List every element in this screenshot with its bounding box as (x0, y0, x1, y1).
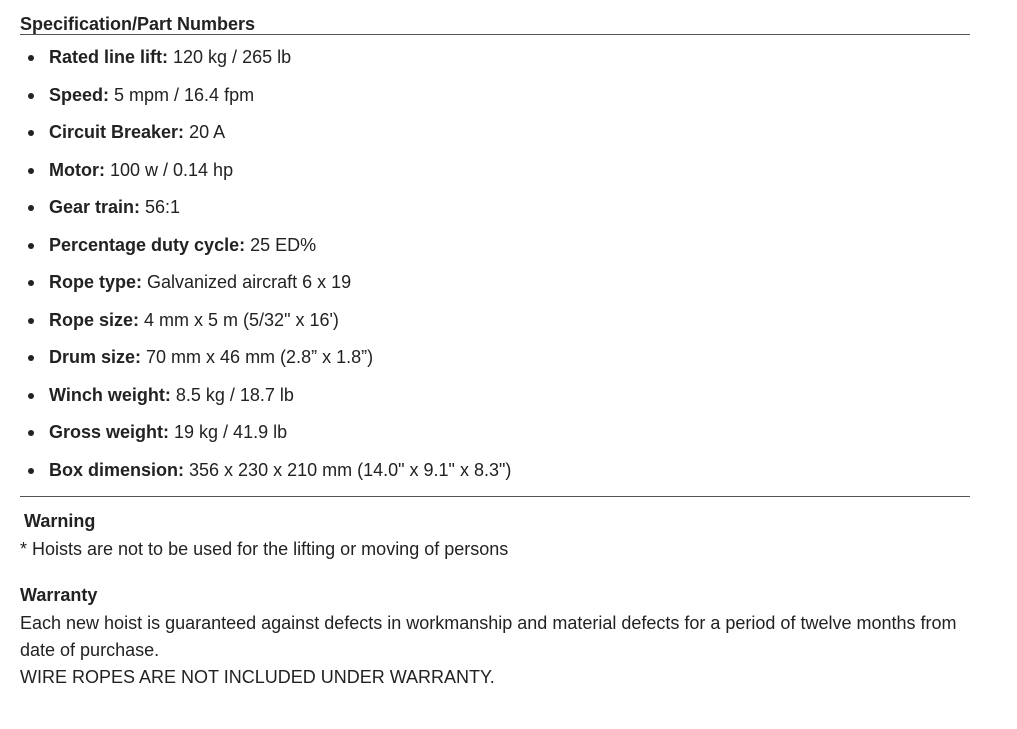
bullet-icon (28, 168, 34, 174)
warranty-note: WIRE ROPES ARE NOT INCLUDED UNDER WARRANTY. (20, 667, 495, 687)
spec-item-rated-line-lift (20, 39, 970, 77)
bullet-icon (28, 205, 34, 211)
product-details (20, 0, 970, 691)
spec-item-speed (20, 77, 970, 115)
warning-heading: Warning (24, 511, 96, 531)
bullet-icon (28, 55, 34, 61)
warning-text: * Hoists are not to be used for the lifting or moving of persons (20, 539, 509, 559)
spec-item-duty-cycle (20, 227, 970, 265)
spec-item-motor (20, 152, 970, 190)
spec-key: Drum size: (49, 347, 142, 367)
spec-key: Gross weight: (49, 422, 170, 442)
bullet-icon (28, 355, 34, 361)
spec-value: 70 mm x 46 mm (2.8” x 1.8”) (141, 347, 374, 367)
bullet-icon (28, 280, 34, 286)
spec-value: 120 kg / 265 lb (168, 47, 292, 67)
spec-key: Circuit Breaker: (49, 122, 185, 142)
spec-item-winch-weight (20, 377, 970, 415)
spec-key: Winch weight: (49, 384, 171, 405)
bullet-icon (28, 130, 34, 136)
bullet-icon (28, 243, 34, 249)
bullet-icon (28, 393, 34, 399)
spec-key: Speed: (49, 84, 110, 105)
bottom-divider (20, 496, 970, 497)
spec-value: 56:1 (140, 197, 181, 217)
spec-value: 5 mpm / 16.4 fpm (109, 84, 255, 105)
spec-key: Gear train: (49, 197, 141, 217)
spec-section-title: Specification/Part Numbers (20, 14, 256, 34)
spec-value: 19 kg / 41.9 lb (169, 422, 288, 442)
spec-key: Rated line lift: (49, 47, 169, 67)
spec-key: Box dimension: (49, 459, 185, 480)
spec-item-box-dimension (20, 452, 970, 490)
warranty-text: Each new hoist is guaranteed against defects in workmanship and material defects for a period of twelve months from date of purchase. (20, 613, 957, 660)
spec-item-gross-weight (20, 414, 970, 452)
spec-key: Rope type: (49, 272, 143, 292)
bullet-icon (28, 468, 34, 474)
spec-value: 8.5 kg / 18.7 lb (170, 384, 294, 405)
spec-value: 356 x 230 x 210 mm (14.0" x 9.1" x 8.3") (184, 459, 512, 480)
spec-value: 25 ED% (245, 234, 317, 255)
spec-item-drum-size (20, 339, 970, 377)
spec-item-circuit-breaker (20, 114, 970, 152)
spec-list (20, 35, 970, 489)
spec-item-rope-size (20, 302, 970, 340)
spec-value: 4 mm x 5 m (5/32" x 16') (139, 309, 339, 330)
bullet-icon (28, 318, 34, 324)
spec-item-rope-type (20, 264, 970, 302)
spec-value: Galvanized aircraft 6 x 19 (142, 272, 352, 292)
spec-value: 100 w / 0.14 hp (104, 159, 234, 180)
spec-item-gear-train (20, 189, 970, 227)
spec-key: Motor: (49, 159, 105, 180)
spec-key: Percentage duty cycle: (49, 234, 246, 255)
bullet-icon (28, 93, 34, 99)
spec-key: Rope size: (49, 309, 140, 330)
warranty-heading: Warranty (20, 585, 98, 605)
bullet-icon (28, 430, 34, 436)
spec-value: 20 A (184, 122, 226, 142)
